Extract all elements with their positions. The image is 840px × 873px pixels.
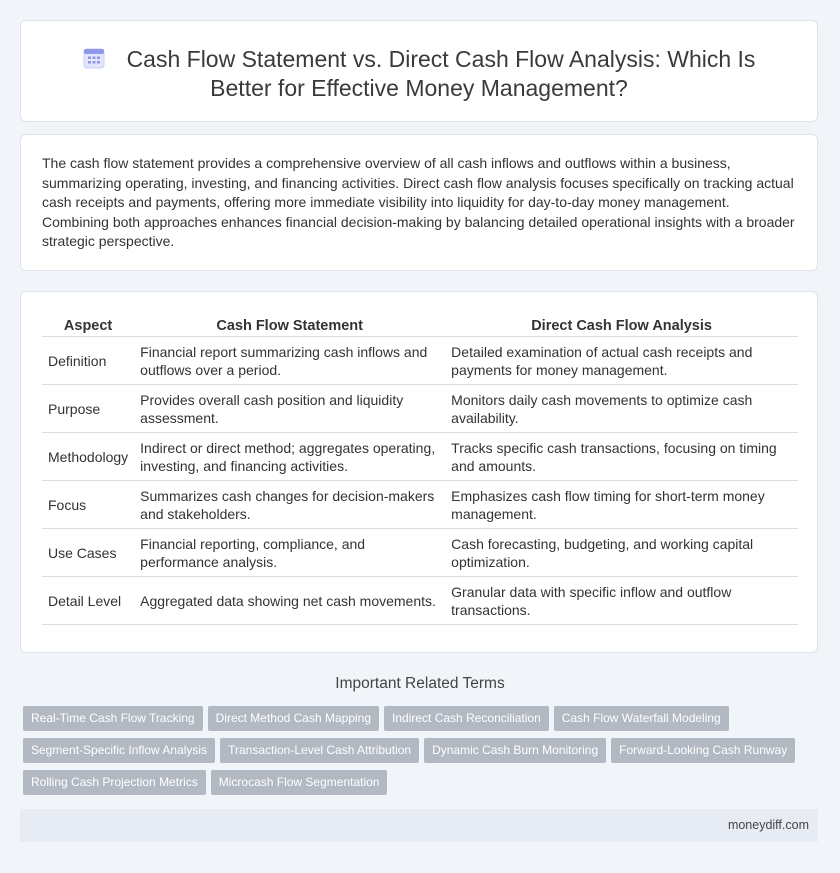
- related-terms-heading: Important Related Terms: [335, 675, 505, 692]
- table-row: [42, 433, 798, 481]
- related-term-tag[interactable]: Microcash Flow Segmentation: [211, 770, 388, 795]
- cash-flow-statement-cell: Summarizes cash changes for decision-makers and stakeholders.: [134, 481, 445, 529]
- cash-flow-statement-cell: Financial report summarizing cash inflows and outflows over a period.: [134, 337, 445, 385]
- related-term-tag[interactable]: Cash Flow Waterfall Modeling: [554, 706, 729, 731]
- direct-analysis-cell: Detailed examination of actual cash receipts and payments for money management.: [445, 337, 798, 385]
- direct-analysis-cell: Cash forecasting, budgeting, and working capital optimization.: [445, 529, 798, 577]
- direct-analysis-cell: Monitors daily cash movements to optimize cash availability.: [445, 385, 798, 433]
- related-term-tag[interactable]: Real-Time Cash Flow Tracking: [23, 706, 203, 731]
- direct-analysis-cell: Granular data with specific inflow and outflow transactions.: [445, 577, 798, 625]
- title-line-2: Better for Effective Money Management?: [210, 75, 628, 101]
- footer: [20, 809, 818, 842]
- related-term-tag[interactable]: Transaction-Level Cash Attribution: [220, 738, 419, 763]
- title-line-1: Cash Flow Statement vs. Direct Cash Flow Analysis: Which Is: [126, 46, 756, 72]
- table-header-row: [42, 314, 798, 337]
- related-term-tag[interactable]: Segment-Specific Inflow Analysis: [23, 738, 215, 763]
- aspect-cell: Focus: [42, 481, 134, 529]
- related-term-tag[interactable]: Rolling Cash Projection Metrics: [23, 770, 206, 795]
- cash-flow-statement-cell: Indirect or direct method; aggregates operating, investing, and financing activities.: [134, 433, 445, 481]
- comparison-card: [20, 291, 818, 653]
- related-term-tag[interactable]: Direct Method Cash Mapping: [208, 706, 379, 731]
- related-term-tag[interactable]: Forward-Looking Cash Runway: [611, 738, 795, 763]
- page-title: [21, 45, 817, 103]
- header-cash-flow-statement: Cash Flow Statement: [134, 314, 445, 337]
- direct-analysis-cell: Tracks specific cash transactions, focusing on timing and amounts.: [445, 433, 798, 481]
- calendar-grid-icon: [83, 47, 105, 69]
- table-row: [42, 577, 798, 625]
- related-term-tag[interactable]: Dynamic Cash Burn Monitoring: [424, 738, 606, 763]
- title-card: [20, 20, 818, 122]
- cash-flow-statement-cell: Aggregated data showing net cash movements.: [134, 577, 445, 625]
- comparison-table: [42, 314, 798, 625]
- related-term-tag[interactable]: Indirect Cash Reconciliation: [384, 706, 549, 731]
- table-row: [42, 385, 798, 433]
- intro-card: [20, 134, 818, 271]
- table-row: [42, 481, 798, 529]
- aspect-cell: Use Cases: [42, 529, 134, 577]
- aspect-cell: Detail Level: [42, 577, 134, 625]
- aspect-cell: Methodology: [42, 433, 134, 481]
- aspect-cell: Purpose: [42, 385, 134, 433]
- table-row: [42, 529, 798, 577]
- header-aspect: Aspect: [42, 314, 134, 337]
- header-direct-cash-flow-analysis: Direct Cash Flow Analysis: [445, 314, 798, 337]
- direct-analysis-cell: Emphasizes cash flow timing for short-term money management.: [445, 481, 798, 529]
- related-terms-list: [23, 706, 823, 802]
- cash-flow-statement-cell: Provides overall cash position and liquidity assessment.: [134, 385, 445, 433]
- intro-paragraph: The cash flow statement provides a comprehensive overview of all cash inflows and outflows within a business, summarizing operating, investing, and financing activities. Direct cash flow analysis focuses specifically on tracking actual cash receipts and payments, offering more immediate visibility into liquidity for day-to-day money management. Combining both approaches enhances financial decision-making by balancing detailed operational insights with a broader strategic perspective.: [42, 155, 795, 250]
- table-row: [42, 337, 798, 385]
- footer-site-link[interactable]: moneydiff.com: [727, 818, 809, 832]
- cash-flow-statement-cell: Financial reporting, compliance, and performance analysis.: [134, 529, 445, 577]
- aspect-cell: Definition: [42, 337, 134, 385]
